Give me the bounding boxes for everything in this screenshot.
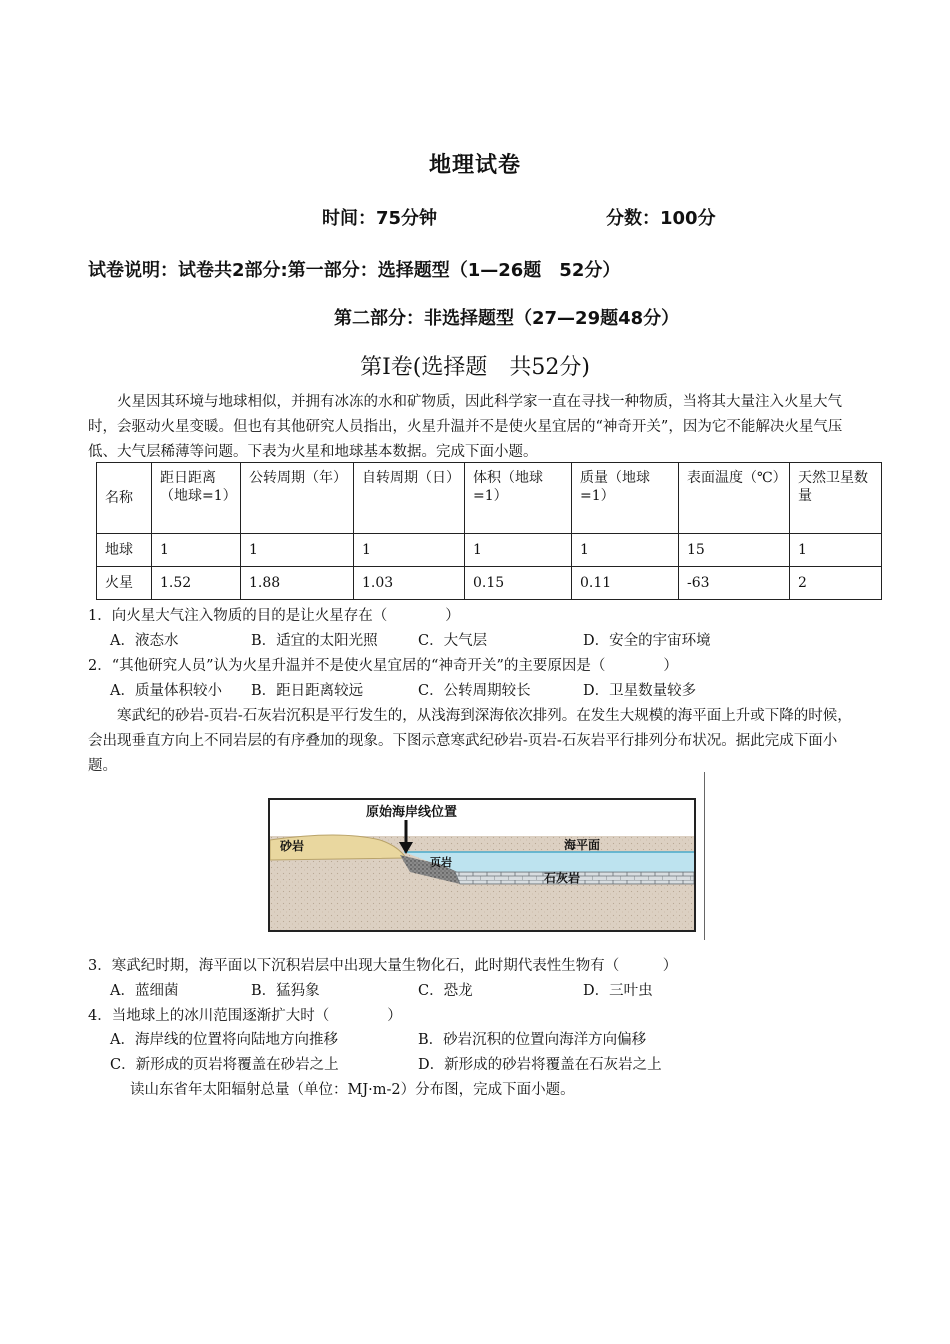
sky	[270, 800, 694, 836]
mars-earth-table	[96, 462, 882, 600]
passage-shandong: 读山东省年太阳辐射总量（单位：MJ·m-2）分布图，完成下面小题。	[130, 1082, 575, 1098]
passage-cambrian: 寒武纪的砂岩-页岩-石灰岩沉积是平行发生的，从浅海到深海依次排列。在发生大规模的海平面上升或下降的时候，会出现垂直方向上不同岩层的有序叠加的现象。下图示意寒武纪砂岩-页岩-石灰岩平行排列分布状况。据此完成下面小题。	[88, 708, 852, 774]
table-header-cell: 名称	[97, 463, 152, 534]
passage-mars: 火星因其环境与地球相似，并拥有冰冻的水和矿物质，因此科学家一直在寻找一种物质，当将其大量注入火星大气时，会驱动火星变暖。但也有其他研究人员指出，火星升温并不是使火星宜居的“神奇开关”，因为它不能解决火星气压低、大气层稀薄等问题。下表为火星和地球基本数据。完成下面小题。	[88, 394, 843, 460]
table-cell: 0.15	[465, 567, 572, 600]
exam-note-line2: 第二部分：非选择题型（27—29题48分）	[334, 308, 680, 329]
section-title: 第Ⅰ卷(选择题 共52分)	[360, 355, 590, 380]
question-4-option-a: A．海岸线的位置将向陆地方向推移	[110, 1032, 338, 1048]
table-cell: 地球	[97, 534, 152, 567]
coastline-label: 原始海岸线位置	[366, 805, 458, 820]
table-header-cell: 自转周期（日）	[354, 463, 465, 534]
table-cell: 1	[354, 534, 465, 567]
table-cell: 1	[465, 534, 572, 567]
question-3-stem: 3．寒武纪时期，海平面以下沉积岩层中出现大量生物化石，此时期代表性生物有（ ）	[88, 958, 678, 974]
table-header-cell: 距日距离（地球=1）	[152, 463, 241, 534]
exam-title: 地理试卷	[428, 153, 521, 178]
question-3-option-a: A．蓝细菌	[110, 983, 179, 999]
question-2-option-a: A．质量体积较小	[110, 683, 222, 699]
table-cell: 1.03	[354, 567, 465, 600]
shale-label: 页岩	[430, 856, 452, 869]
table-header-cell: 质量（地球=1）	[572, 463, 679, 534]
table-row	[97, 534, 882, 567]
table-cell: 1.88	[241, 567, 354, 600]
table-cell: 15	[679, 534, 790, 567]
strata-diagram	[270, 800, 694, 930]
question-4-option-d: D．新形成的砂岩将覆盖在石灰岩之上	[418, 1057, 662, 1073]
table-header-row	[97, 463, 882, 534]
question-3-option-b: B．猛犸象	[251, 983, 320, 999]
table-cell: 1	[790, 534, 882, 567]
sea-level-label: 海平面	[564, 838, 601, 852]
question-1-option-c: C．大气层	[418, 633, 488, 649]
exam-time: 时间：75分钟	[322, 208, 438, 229]
table-cell: 1	[572, 534, 679, 567]
exam-note-line1: 试卷说明：试卷共2部分:第一部分：选择题型（1—26题 52分）	[88, 260, 621, 281]
table-header-cell: 表面温度（℃）	[679, 463, 790, 534]
question-3-option-d: D．三叶虫	[583, 983, 653, 999]
question-2-stem: 2．“其他研究人员”认为火星升温并不是使火星宜居的“神奇开关”的主要原因是（ ）	[88, 658, 678, 674]
limestone-label: 石灰岩	[544, 871, 581, 885]
question-3-option-c: C．恐龙	[418, 983, 473, 999]
table-row	[97, 567, 882, 600]
question-2-option-d: D．卫星数量较多	[583, 683, 697, 699]
table-cell: 火星	[97, 567, 152, 600]
table-header-cell: 体积（地球=1）	[465, 463, 572, 534]
question-4-stem: 4．当地球上的冰川范围逐渐扩大时（ ）	[88, 1008, 402, 1024]
question-4-option-c: C．新形成的页岩将覆盖在砂岩之上	[110, 1057, 339, 1073]
table-cell: 0.11	[572, 567, 679, 600]
question-1-stem: 1．向火星大气注入物质的目的是让火星存在（ ）	[88, 608, 460, 624]
question-1-option-a: A．液态水	[110, 633, 179, 649]
figure-divider	[704, 772, 705, 940]
question-2-option-c: C．公转周期较长	[418, 683, 531, 699]
question-1-option-b: B．适宜的太阳光照	[251, 633, 378, 649]
table-cell: 2	[790, 567, 882, 600]
sandstone-label: 砂岩	[280, 839, 305, 853]
question-1-option-d: D．安全的宇宙环境	[583, 633, 711, 649]
table-header-cell: 公转周期（年）	[241, 463, 354, 534]
table-cell: 1	[241, 534, 354, 567]
cambrian-strata-figure	[268, 798, 696, 932]
question-4-option-b: B．砂岩沉积的位置向海洋方向偏移	[418, 1032, 647, 1048]
exam-score: 分数：100分	[606, 208, 716, 229]
table-cell: -63	[679, 567, 790, 600]
table-header-cell: 天然卫星数量	[790, 463, 882, 534]
question-2-option-b: B．距日距离较远	[251, 683, 364, 699]
table-cell: 1.52	[152, 567, 241, 600]
table-cell: 1	[152, 534, 241, 567]
